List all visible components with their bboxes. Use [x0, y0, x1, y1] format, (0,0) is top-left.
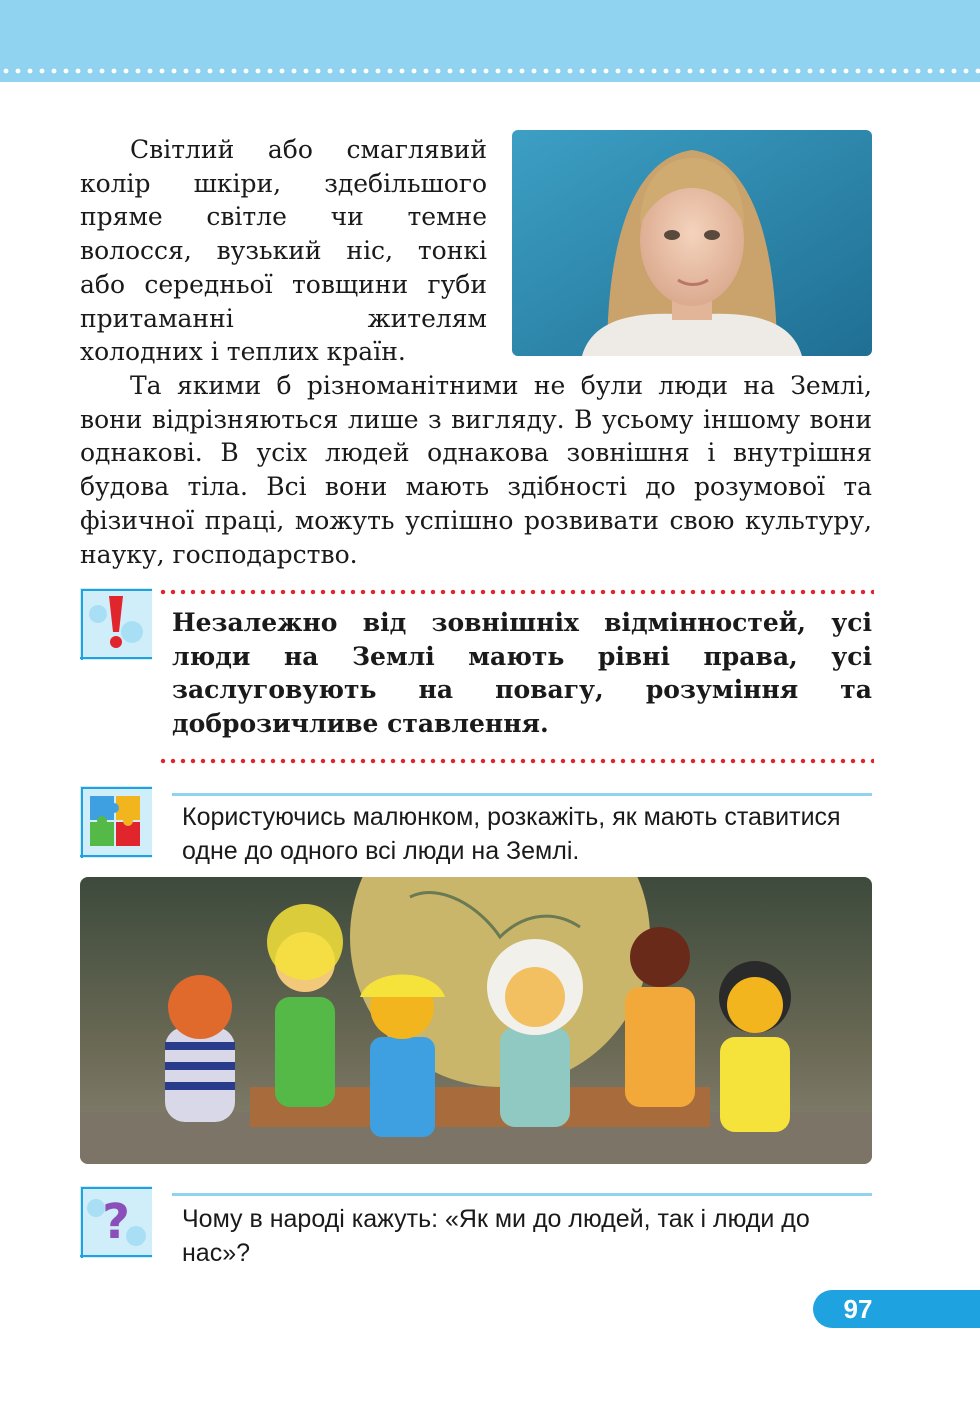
rule-top-dotted-divider: [158, 589, 874, 595]
wooden-dolls-globe-photo: [80, 877, 872, 1164]
puzzle-icon: [80, 786, 152, 858]
header-dotted-border: [0, 67, 980, 75]
girl-portrait-photo: [512, 130, 872, 356]
svg-text:?: ?: [102, 1194, 130, 1250]
exclamation-icon: [80, 588, 152, 660]
rule-statement: Незалежно від зовнішніх відмінностей, усі люди на Землі мають рівні права, усі заслуговують на повагу, розуміння та доброзичливе ставлення.: [172, 608, 872, 738]
paragraph-skin-types: Світлий або смаглявий колір шкіри, здебільшого пряме світле чи темне волосся, вузький ніс, тонкі або середньої товщини губи притаманні жителям холодних і теплих країн.: [80, 135, 487, 367]
page-number-tab: [813, 1290, 980, 1328]
task-instruction: Користуючись малюнком, розкажіть, як мають ставитися одне до одного всі люди на Землі.: [182, 803, 841, 865]
paragraph-equality: Та якими б різноманітними не були люди на Землі, вони відрізняються лише з вигляду. В усьому іншому вони однакові. В усіх людей однакова зовнішня і внутрішня будова тіла. Всі вони мають здібності до розумової та фізичної праці, можуть успішно розвивати свою культуру, науку, господарство.: [80, 371, 872, 569]
question-top-rule: [172, 1193, 872, 1196]
task-top-rule: [172, 793, 872, 796]
question-icon: [80, 1186, 152, 1258]
rule-bottom-dotted-divider: [158, 758, 874, 764]
question-text: Чому в народі кажуть: «Як ми до людей, так і люди до нас»?: [182, 1205, 810, 1267]
page-number: 97: [843, 1294, 873, 1324]
